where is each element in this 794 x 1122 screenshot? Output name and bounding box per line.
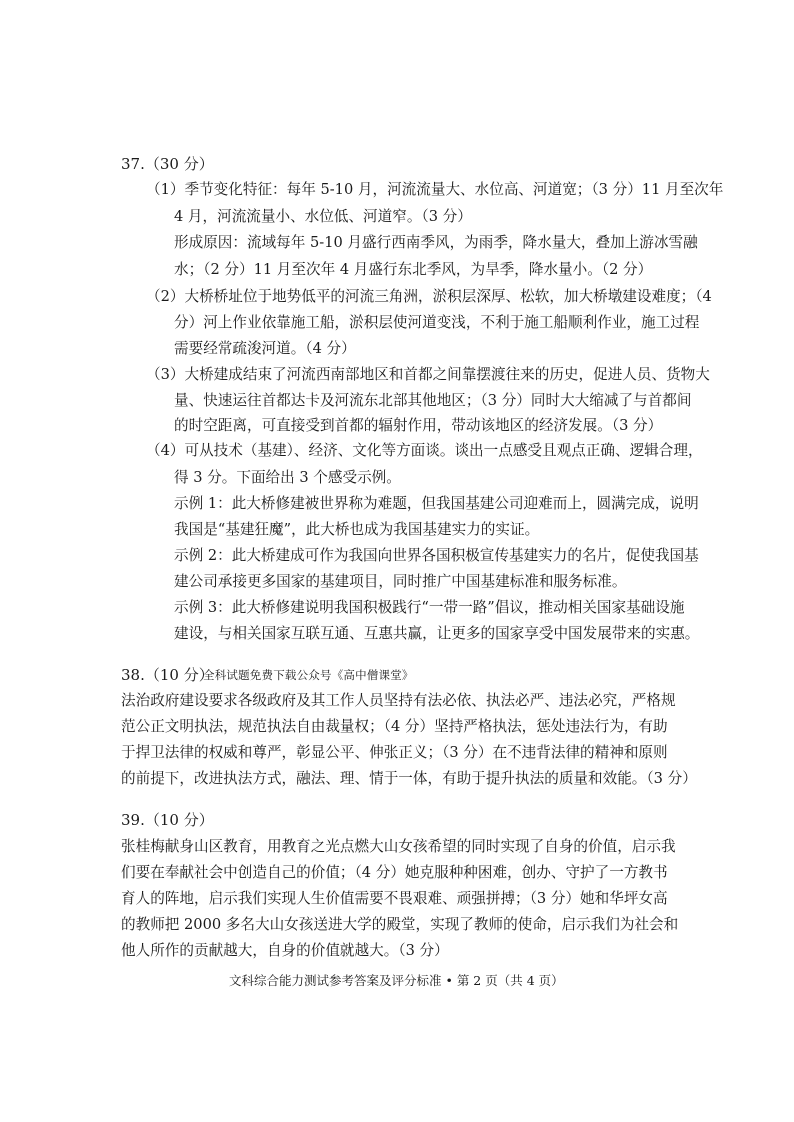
q37-line: 的时空距离，可直接受到首都的辐射作用，带动该地区的经济发展。（3 分） [174,417,663,434]
q37-line: 4 月，河流流量小、水位低、河道窄。（3 分） [174,208,472,225]
q37-line: 我国是“基建狂魔”，此大桥也成为我国基建实力的实证。 [174,521,540,538]
q37-line: 建设，与相关国家互联互通、互惠共赢，让更多的国家享受中国发展带来的实惠。 [174,625,700,642]
q39-line: 他人所作的贡献越大，自身的价值就越大。（3 分） [121,942,449,959]
q37-line: 示例 1：此大桥修建被世界称为难题，但我国基建公司迎难而上，圆满完成，说明 [174,495,699,512]
q37-line: （3）大桥建成结束了河流西南部地区和首都之间靠摆渡往来的历史，促进人员、货物大 [146,366,710,383]
q38-line: 的前提下，改进执法方式，融法、理、情于一体，有助于提升执法的质量和效能。（3 分） [121,770,697,787]
q37-line: 分）河上作业依靠施工船，淤积层使河道变浅，不利于施工船顺利作业，施工过程 [174,314,700,331]
q37-line: 需要经常疏浚河道。（4 分） [174,340,356,357]
q38-line: 于捍卫法律的权威和尊严，彰显公平、伸张正义；（3 分）在不违背法律的精神和原则 [121,744,668,761]
q38-line: 范公正文明执法，规范执法自由裁量权；（4 分）坚持严格执法，惩处违法行为，有助 [121,718,668,735]
q37-heading: 37.（30 分） [121,155,214,173]
q37-line: 量、快速运往首都达卡及河流东北部其他地区；（3 分）同时大大缩减了与首都间 [174,392,692,409]
q37-line: 示例 2：此大桥建成可作为我国向世界各国积极宣传基建实力的名片，促使我国基 [174,547,699,564]
q37-line: 建公司承接更多国家的基建项目，同时推广中国基建标准和服务标准。 [174,573,627,590]
q39-line: 育人的阵地，启示我们实现人生价值需要不畏艰难、顽强拼搏；（3 分）她和华坪女高 [121,890,668,907]
q39-line: 们要在奉献社会中创造自己的价值；（4 分）她克服种种困难，创办、守护了一方教书 [121,864,668,881]
q37-line: 水；（2 分）11 月至次年 4 月盛行东北季风，为旱季，降水量小。（2 分） [174,261,653,278]
q39-line: 张桂梅献身山区教育，用教育之光点燃大山女孩希望的同时实现了自身的价值，启示我 [121,838,676,855]
q37-line: 示例 3：此大桥修建说明我国积极践行“一带一路”倡议，推动相关国家基础设施 [174,599,685,616]
q38-line: 法治政府建设要求各级政府及其工作人员坚持有法必依、执法必严、违法必究，严格规 [121,692,676,709]
q37-line: 形成原因：流域每年 5-10 月盛行西南季风，为雨季，降水量大，叠加上游冰雪融 [174,234,698,251]
q39-line: 的教师把 2000 多名大山女孩送进大学的殿堂，实现了教师的使命，启示我们为社会和 [121,916,679,933]
q37-line: （2）大桥桥址位于地势低平的河流三角洲，淤积层深厚、松软，加大桥墩建设难度；（4 [146,288,712,305]
q38-heading: 38.（10 分） [121,666,214,684]
q37-line: （4）可从技术（基建）、经济、文化等方面谈。谈出一点感受且观点正确、逻辑合理， [146,442,703,459]
q37-line: 得 3 分。下面给出 3 个感受示例。 [174,469,401,486]
q38-notice: 全科试题免费下载公众号《高中僧课堂》 [203,668,414,682]
q37-line: （1）季节变化特征：每年 5-10 月，河流流量大、水位高、河道宽；（3 分）11 月至次年 [146,181,724,198]
page-footer: 文科综合能力测试参考答案及评分标准 • 第 2 页（共 4 页） [229,973,564,988]
q39-heading: 39.（10 分） [121,811,214,829]
